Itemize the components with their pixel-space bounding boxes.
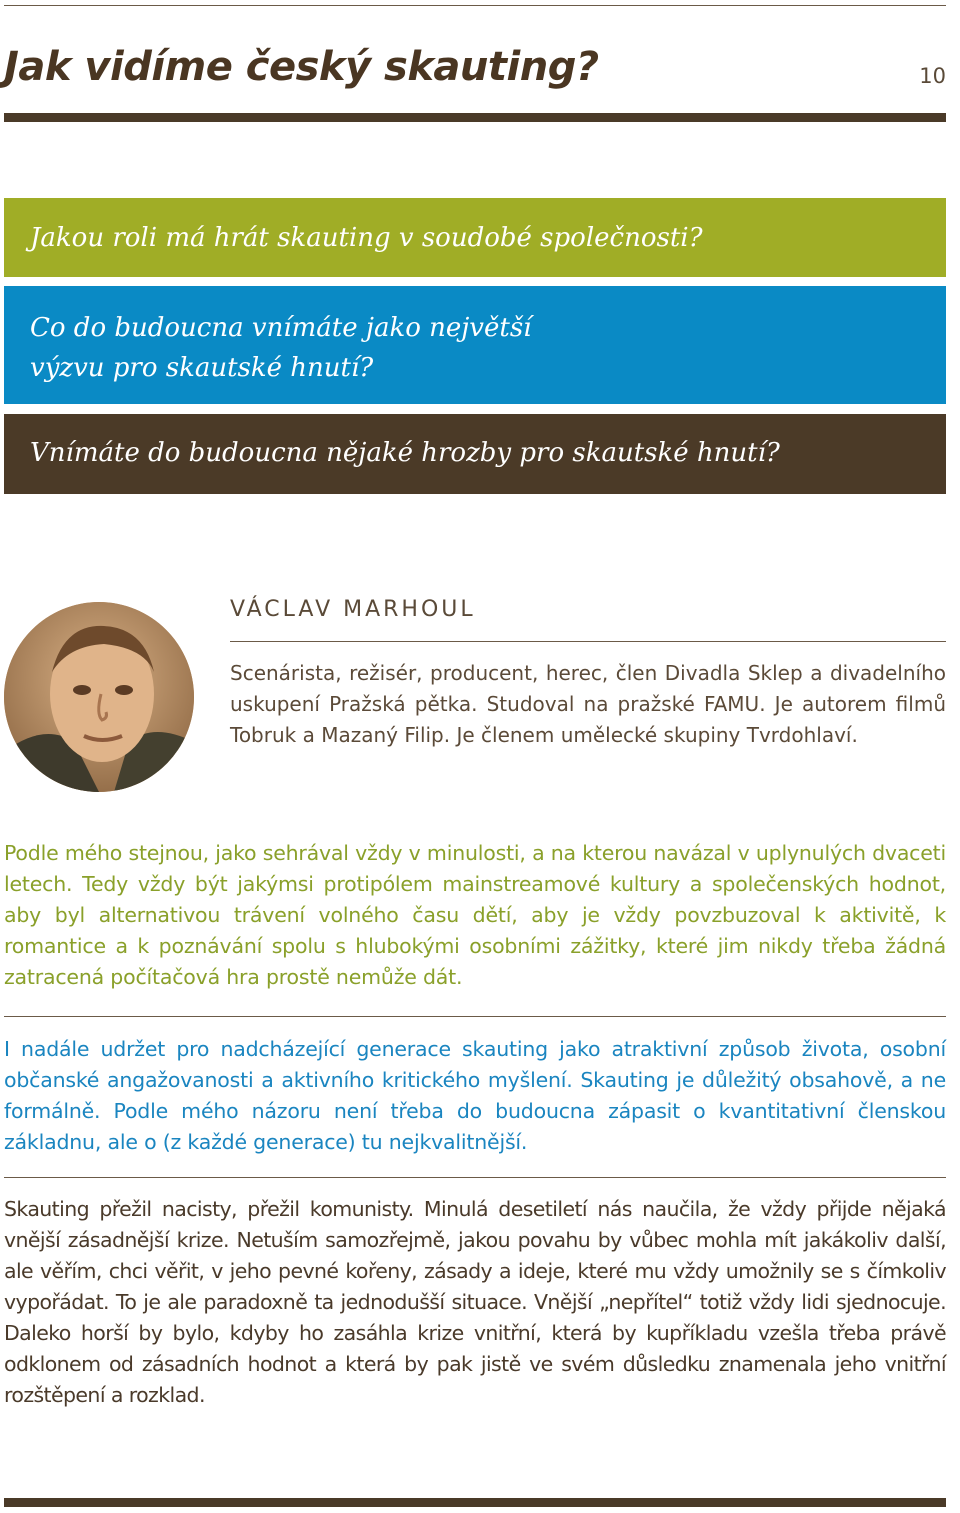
answer-1: Podle mého stejnou, jako sehrával vždy v minulosti, a na kterou navázal v uplynulých dvaceti letech. Tedy vždy být jakýmsi protipólem mainstreamové kultury a společenských hodnot, aby byl alternativou trávení volného času dětí, aby je vždy povzbuzoval k aktivitě, k romantice a k poznávání spolu s hlubokými osobními zážitky, které jim nikdy třeba žádná zatracená počítačová hra prostě nemůže dát. (4, 841, 946, 989)
person-bio: Scenárista, režisér, producent, herec, člen Divadla Sklep a divadelního uskupení Pražská pětka. Studoval na pražské FAMU. Je autorem filmů Tobruk a Mazaný Filip. Je členem umělecké skupiny Tvrdohlaví. (230, 661, 946, 747)
page-number: 10 (919, 64, 946, 88)
top-rule-thin (4, 5, 946, 6)
page-title: Jak vidíme český skauting? (4, 44, 599, 90)
name-rule (230, 641, 946, 642)
divider-2 (4, 1177, 946, 1178)
footer-rule (4, 1498, 946, 1507)
question-1-text: Jakou roli má hrát skauting v soudobé společnosti? (30, 223, 703, 253)
header-rule (4, 113, 946, 122)
question-band-3 (4, 414, 946, 494)
portrait-illustration (4, 602, 194, 792)
answer-3: Skauting přežil nacisty, přežil komunisty. Minulá desetiletí nás naučila, že vždy přijde nějaká vnější zásadnější krize. Netuším samozřejmě, jakou povahu by vůbec mohla mít jakákoliv další, ale věřím, chci věřit, v jeho pevné kořeny, zásady a ideje, které mu vždy umožnily se s čímkoliv vypořádat. To je ale paradoxně ta jednodušší situace. Vnější „nepřítel“ totiž vždy lidi sjednocuje. Daleko horší by bylo, kdyby ho zasáhla krize vnitřní, která by kupříkladu vzešla třeba právě odklonem od zásadních hodnot a která by pak jistě ve svém důsledku znamenala jeho vnitřní rozštěpení a rozklad. (4, 1197, 946, 1407)
question-band-1 (4, 198, 946, 277)
question-band-2 (4, 286, 946, 404)
answer-2: I nadále udržet pro nadcházející generace skauting jako atraktivní způsob života, osobní občanské angažovanosti a aktivního kritického myšlení. Skauting je důležitý obsahově, a ne formálně. Podle mého názoru není třeba do budoucna zápasit o kvantitativní členskou základnu, ale o (z každé generace) tu nejkvalitnější. (4, 1037, 946, 1154)
question-2-text: Co do budoucna vnímáte jako největší výzvu pro skautské hnutí? (30, 313, 532, 383)
divider-1 (4, 1016, 946, 1017)
person-name: VÁCLAV MARHOUL (230, 597, 476, 622)
portrait-photo (4, 602, 194, 792)
question-3-text: Vnímáte do budoucna nějaké hrozby pro skautské hnutí? (30, 438, 780, 468)
